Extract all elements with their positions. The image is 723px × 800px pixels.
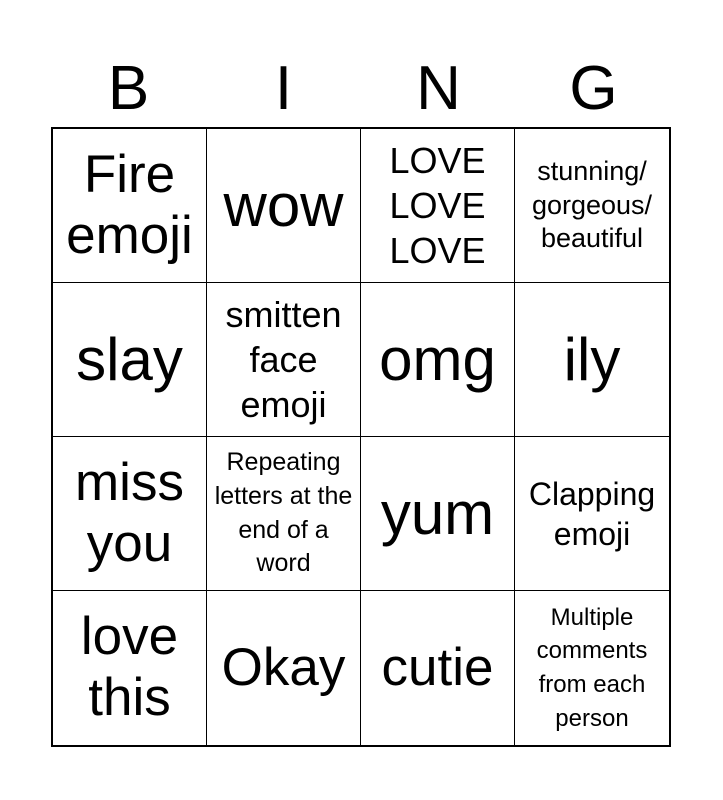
cell-label: ily: [563, 325, 621, 393]
bingo-cell-r3c3[interactable]: [361, 437, 515, 591]
bingo-cell-r3c4[interactable]: [515, 437, 669, 591]
header-letter-n: N: [416, 54, 461, 123]
cell-label: smitten face emoji: [225, 294, 342, 425]
bingo-cell-r2c4[interactable]: [515, 283, 669, 437]
cell-label: yum: [380, 479, 495, 547]
cell-label: wow: [223, 171, 344, 239]
bingo-cell-r1c3[interactable]: [361, 129, 515, 283]
cell-label: slay: [76, 325, 183, 393]
cell-label: Multiple comments from each person: [536, 603, 648, 732]
cell-label: LOVE LOVE LOVE: [389, 140, 486, 271]
bingo-cell-r3c1[interactable]: [53, 437, 207, 591]
header-letter-b: B: [107, 54, 150, 123]
cell-label: Okay: [221, 637, 346, 697]
cell-label: Fire emoji: [66, 144, 193, 265]
cell-label: Repeating letters at the end of a word: [214, 448, 353, 578]
bingo-cell-r4c1[interactable]: [53, 591, 207, 745]
bingo-cell-r1c2[interactable]: [207, 129, 361, 283]
cell-label: miss you: [75, 452, 184, 573]
bingo-cell-r1c1[interactable]: [53, 129, 207, 283]
bingo-cell-r4c3[interactable]: [361, 591, 515, 745]
header-letter-g: G: [569, 54, 618, 123]
bingo-cell-r4c2[interactable]: [207, 591, 361, 745]
bingo-cell-r2c2[interactable]: [207, 283, 361, 437]
cell-label: cutie: [381, 637, 494, 697]
cell-label: Clapping emoji: [528, 475, 656, 552]
bingo-cell-r2c1[interactable]: [53, 283, 207, 437]
cell-label: omg: [379, 325, 496, 393]
bingo-cell-r2c3[interactable]: [361, 283, 515, 437]
bingo-cell-r1c4[interactable]: [515, 129, 669, 283]
cell-label: love this: [80, 607, 179, 727]
bingo-board: [51, 127, 671, 747]
header-letter-i: I: [274, 54, 293, 123]
bingo-cell-r3c2[interactable]: [207, 437, 361, 591]
bingo-header: [51, 50, 671, 128]
bingo-cell-r4c4[interactable]: [515, 591, 669, 745]
cell-label: stunning/ gorgeous/ beautiful: [531, 155, 653, 254]
